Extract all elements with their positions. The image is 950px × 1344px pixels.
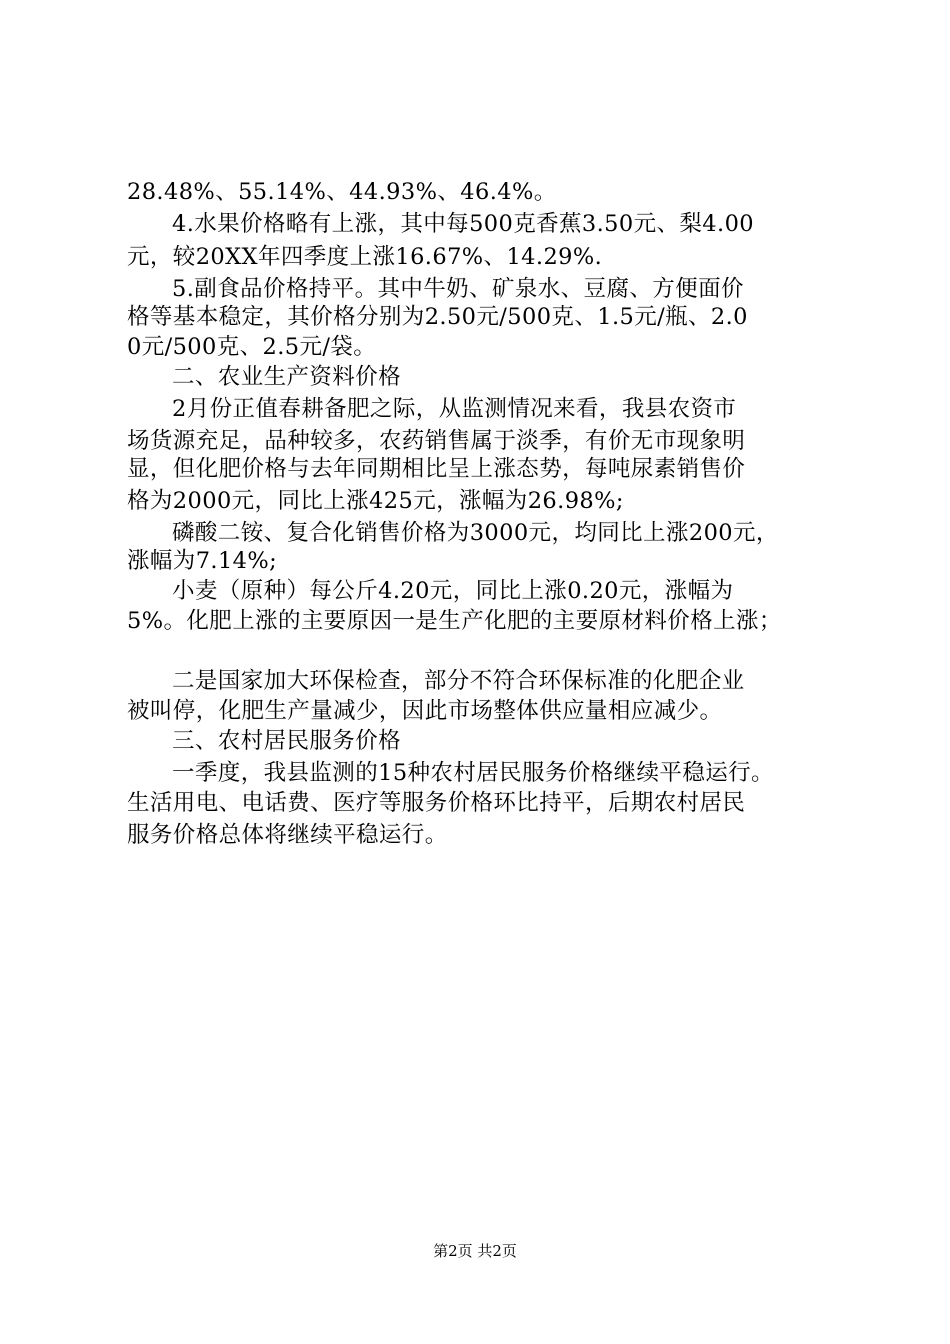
- text-line: 二是国家加大环保检查，部分不符合环保标准的化肥企业: [172, 668, 745, 694]
- text-line: 2月份正值春耕备肥之际，从监测情况来看，我县农资市: [172, 396, 737, 422]
- text-line: 一季度，我县监测的15种农村居民服务价格继续平稳运行。: [172, 760, 774, 786]
- section-heading: 二、农业生产资料价格: [172, 364, 402, 390]
- text-line: 场货源充足，品种较多，农药销售属于淡季，有价无市现象明: [127, 428, 746, 454]
- section-heading: 三、农村居民服务价格: [172, 728, 402, 754]
- text-line: 显，但化肥价格与去年同期相比呈上涨态势，每吨尿素销售价: [127, 456, 746, 482]
- text-line: 4.水果价格略有上涨，其中每500克香蕉3.50元、梨4.00: [172, 211, 755, 237]
- text-line: 5.副食品价格持平。其中牛奶、矿泉水、豆腐、方便面价: [172, 276, 744, 302]
- text-line: 被叫停，化肥生产量减少，因此市场整体供应量相应减少。: [127, 698, 723, 724]
- text-line: 28.48%、55.14%、44.93%、46.4%。: [127, 179, 557, 205]
- text-line: 元，较20XX年四季度上涨16.67%、14.29%.: [127, 244, 603, 270]
- text-line: 服务价格总体将继续平稳运行。: [127, 822, 448, 848]
- text-line: 涨幅为7.14%;: [127, 548, 278, 574]
- page-number-footer: 第2页 共2页: [433, 1242, 517, 1260]
- text-line: 格为2000元，同比上涨425元，涨幅为26.98%;: [127, 488, 624, 514]
- text-line: 磷酸二铵、复合化销售价格为3000元，均同比上涨200元，: [172, 520, 779, 546]
- text-line: 5%。化肥上涨的主要原因一是生产化肥的主要原材料价格上涨；: [127, 608, 782, 634]
- text-line: 小麦（原种）每公斤4.20元，同比上涨0.20元，涨幅为: [172, 578, 734, 604]
- text-line: 0元/500克、2.5元/袋。: [127, 334, 377, 360]
- text-line: 格等基本稳定，其价格分别为2.50元/500克、1.5元/瓶、2.0: [127, 304, 748, 330]
- text-line: 生活用电、电话费、医疗等服务价格环比持平，后期农村居民: [127, 790, 746, 816]
